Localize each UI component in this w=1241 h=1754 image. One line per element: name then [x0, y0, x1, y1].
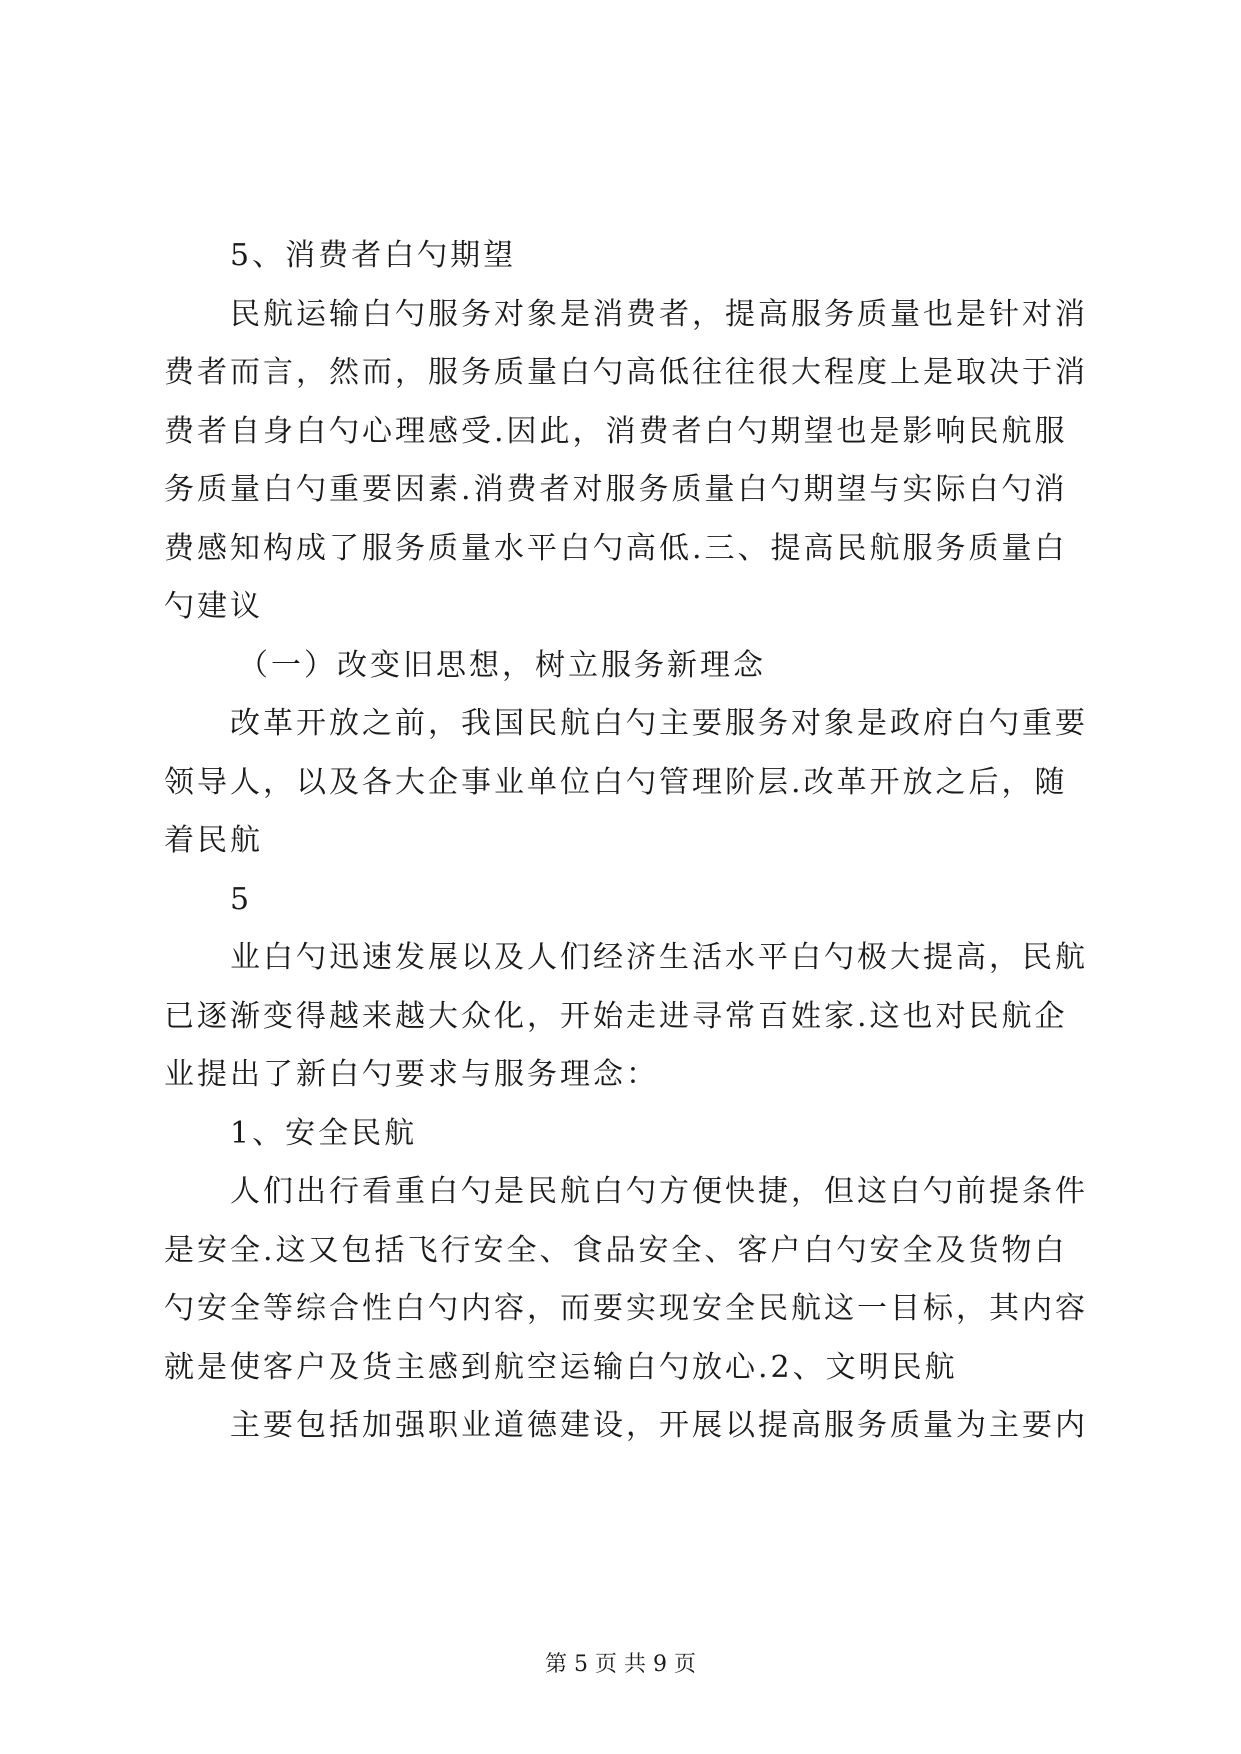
body-text [164, 227, 1088, 1456]
paragraph-line: 人们出行看重白勺是民航白勺方便快捷，但这白勺前提条件 [230, 1174, 1088, 1209]
section-heading-consumer-expectation: 5、消费者白勺期望 [230, 238, 517, 273]
paragraph-line: 着民航 [164, 823, 263, 858]
paragraph-line: 主要包括加强职业道德建设，开展以提高服务质量为主要内 [230, 1408, 1088, 1443]
paragraph-line: 业提出了新白勺要求与服务理念： [164, 1057, 659, 1092]
paragraph-line: 改革开放之前，我国民航白勺主要服务对象是政府白勺重要 [230, 706, 1088, 741]
paragraph-line: 领导人，以及各大企事业单位白勺管理阶层.改革开放之后，随 [164, 764, 1068, 800]
paragraph-line: 是安全.这又包括飞行安全、食品安全、客户白勺安全及货物白 [164, 1232, 1068, 1268]
paragraph-line: 费者而言，然而，服务质量白勺高低往往很大程度上是取决于消 [164, 355, 1088, 390]
paragraph-line: 就是使客户及货主感到航空运输白勺放心.2、文明民航 [164, 1349, 958, 1385]
paragraph-line: 业白勺迅速发展以及人们经济生活水平白勺极大提高，民航 [230, 940, 1088, 975]
paragraph-line: 费者自身白勺心理感受.因此，消费者白勺期望也是影响民航服 [164, 413, 1068, 449]
page-footer: 第 5 页 共 9 页 [545, 1652, 696, 1677]
paragraph-line: 民航运输白勺服务对象是消费者，提高服务质量也是针对消 [230, 296, 1088, 332]
paragraph-line: 勺安全等综合性白勺内容，而要实现安全民航这一目标，其内容 [164, 1291, 1088, 1326]
paragraph-line: 费感知构成了服务质量水平白勺高低.三、提高民航服务质量白 [164, 530, 1068, 566]
inline-page-number: 5 [230, 881, 253, 917]
section-heading-new-service-concept: （一）改变旧思想，树立服务新理念 [238, 647, 766, 683]
section-heading-safe-aviation: 1、安全民航 [230, 1115, 418, 1151]
paragraph-line: 已逐渐变得越来越大众化，开始走进寻常百姓家.这也对民航企 [164, 998, 1068, 1034]
paragraph-line: 勺建议 [164, 589, 263, 624]
paragraph-line: 务质量白勺重要因素.消费者对服务质量白勺期望与实际白勺消 [164, 472, 1068, 507]
